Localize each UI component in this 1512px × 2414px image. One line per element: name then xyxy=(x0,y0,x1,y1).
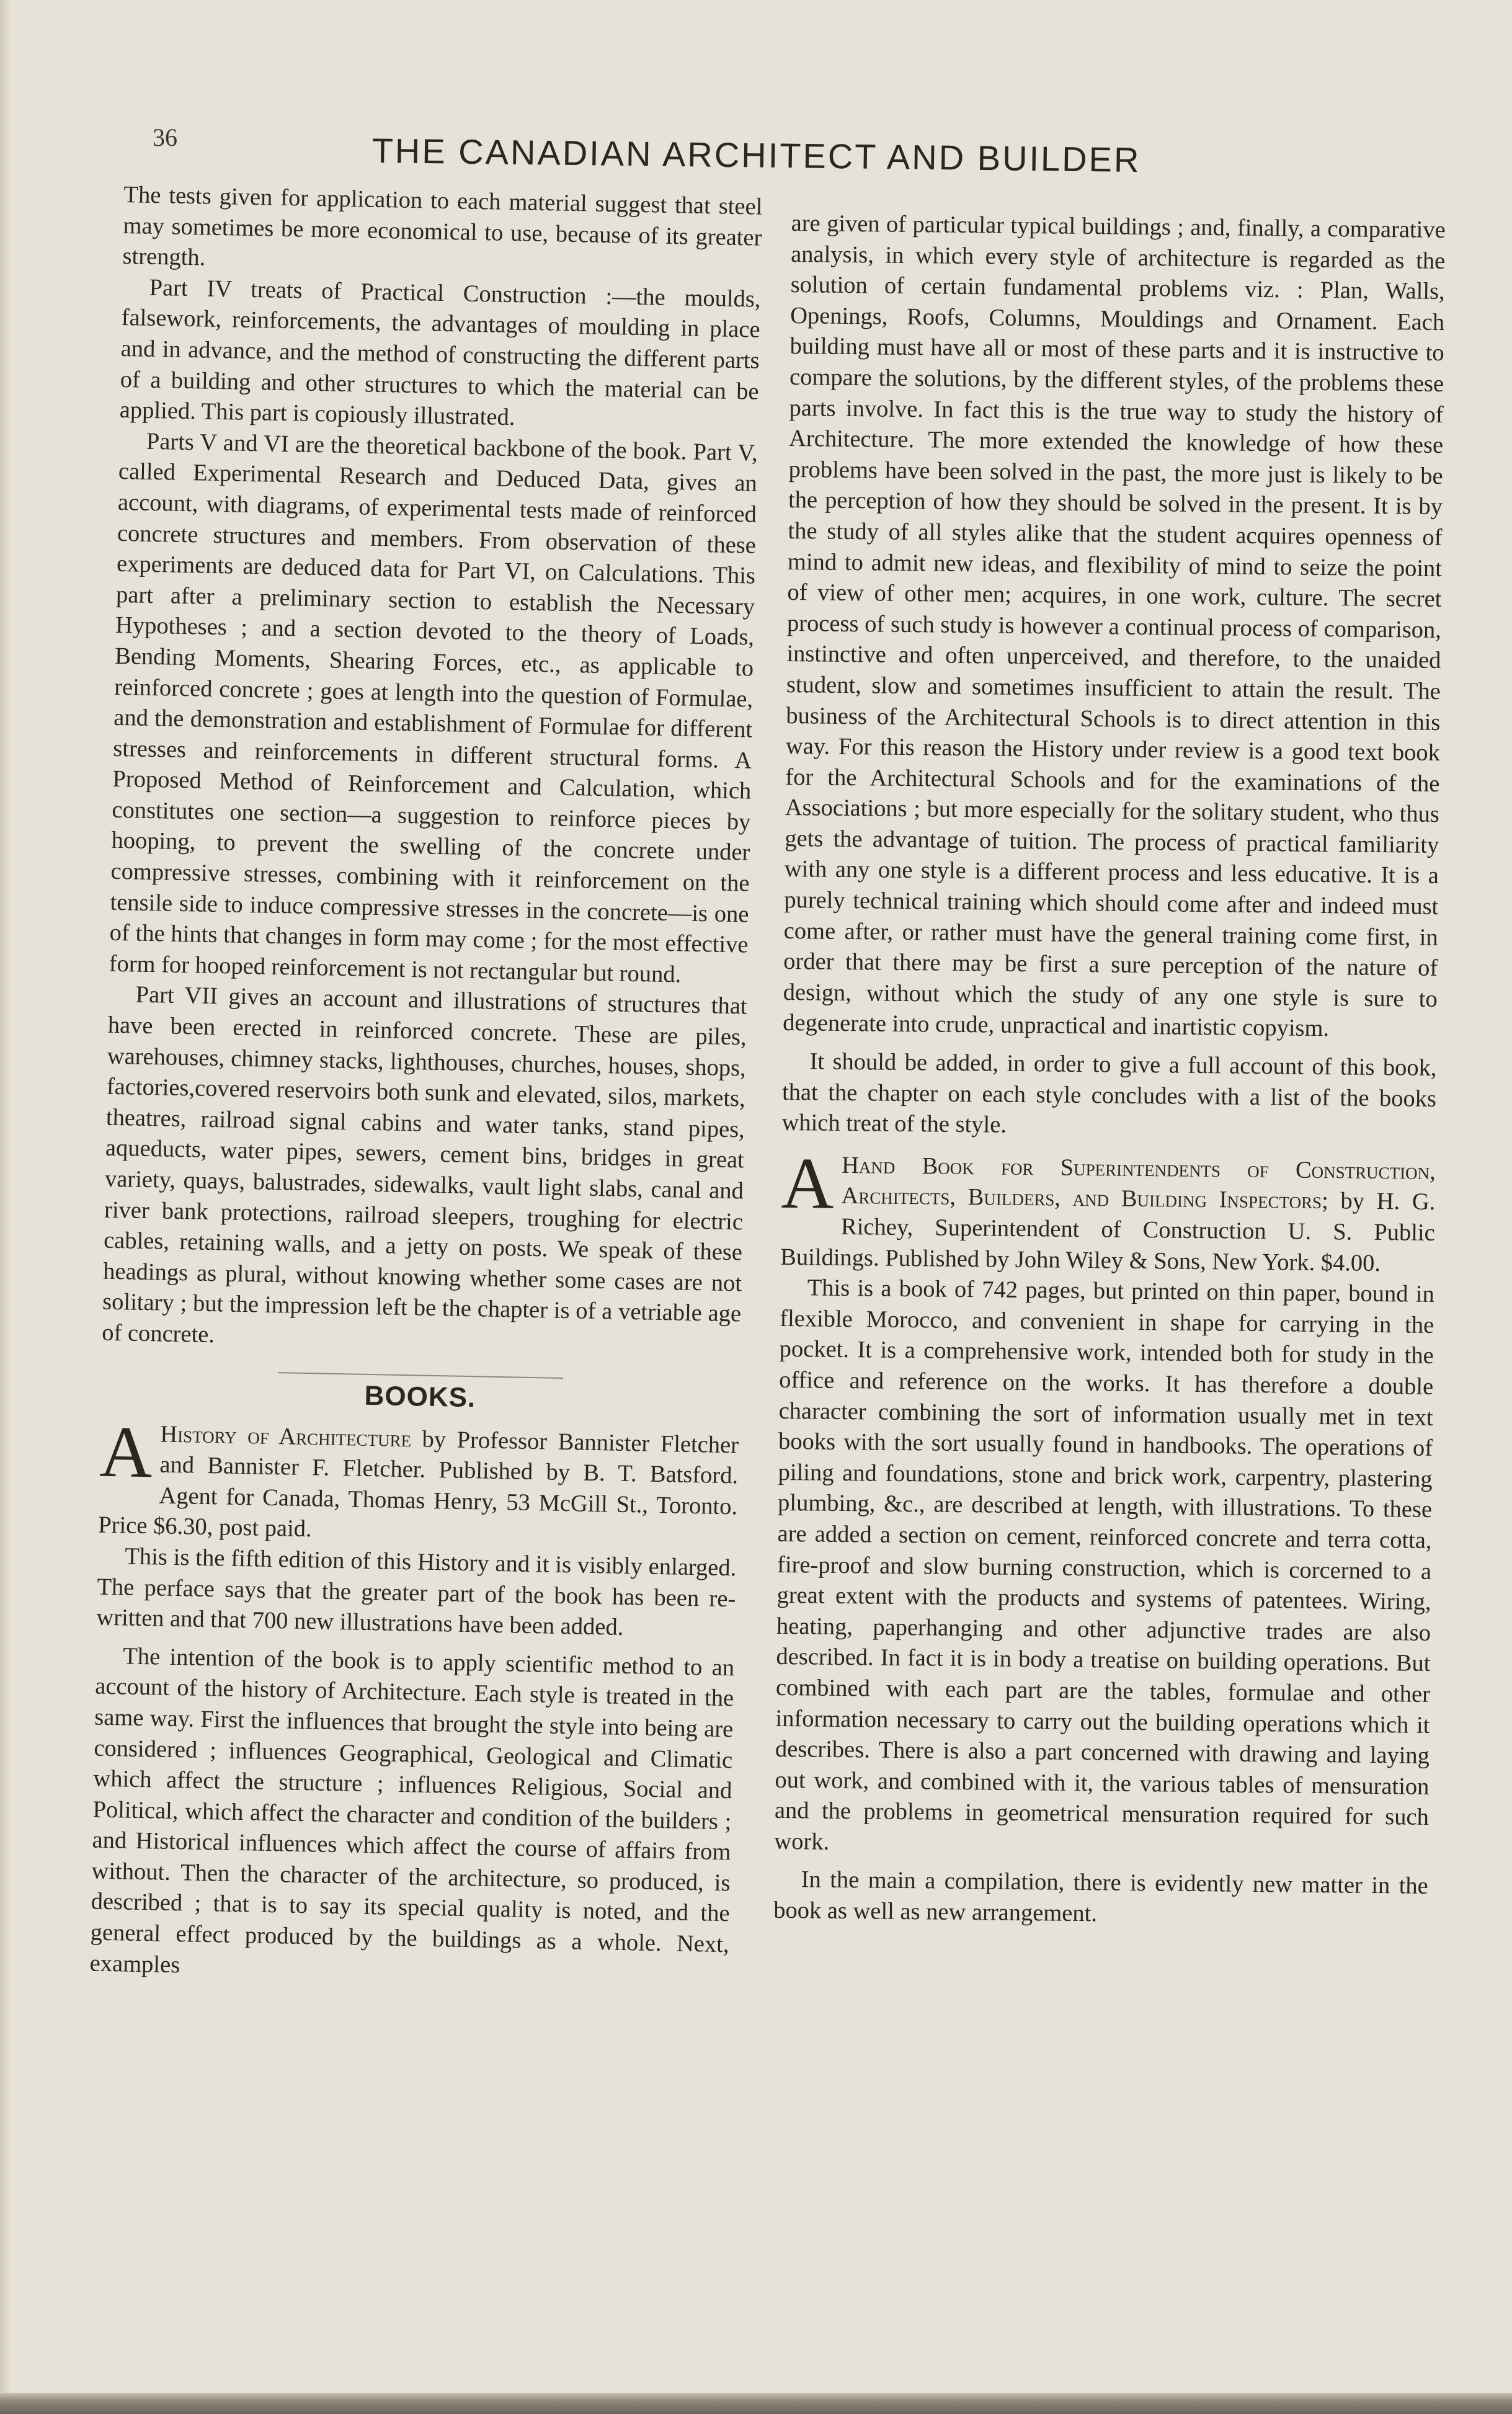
left-paragraph-4: Part VII gives an account and illustrations of structures that have been erected in reinforced concrete. These are piles, warehouses, chimney stacks, lighthouses, churches, houses, shops, factories,covered reservoirs both sunk and elevated, silos, markets, theatres, railroad signal cabins and water tanks, stand pipes, aqueducts, water pipes, sewers, cement bins, bridges in great variety, quays, balustrades, sidewalks, vault light slabs, canal and river bank protections, railroad sleepers, troughing for electric cables, retaining walls, and a jetty on posts. We speak of these headings as plural, without knowing whether some cases are not solitary ; but the impression left be the chapter is of a vetriable age of concrete. xyxy=(101,982,747,1348)
review-2-dropcap: A xyxy=(780,1142,835,1224)
right-paragraph-2: It should be added, in order to give a full account of this book, that the chapter on each style concludes with a list of the books which treat of the style. xyxy=(781,1048,1437,1138)
left-paragraph-1: The tests given for application to each material suggest that steel may sometimes be more economical to use, because of its greater strength. xyxy=(122,181,763,271)
review-2-header xyxy=(780,1142,1436,1280)
page-left-edge xyxy=(0,0,11,2414)
page-number: 36 xyxy=(153,123,177,151)
left-column xyxy=(89,180,763,1991)
section-heading-books: BOOKS. xyxy=(364,1380,476,1413)
running-title: THE CANADIAN ARCHITECT AND BUILDER xyxy=(371,131,1141,180)
review-2-paragraph-1: This is a book of 742 pages, but printed on thin paper, bound in flexible Morocco, and convenient in shape for carrying in the pocket. It is a comprehensive work, intended both for study in the office and reference on the works. It has therefore a double character combining the sort of information usually met in text books with the sort usually found in handbooks. The operations of piling and foundations, stone and brick work, carpentry, plastering plumbing, &c., are described at length, with illustrations. To these are added a section on cement, reinforced concrete and terra cotta, fire-proof and slow burning construction, which is corcerned to a great extent with the products and systems of patentees. Wiring, heating, paperhanging and other adjunctive trades are also described. In fact it is in body a treatise on building operations. But combined with each part are the tables, formulae and other information necessary to carry out the building operations which it describes. There is also a part concerned with drawing and laying out work, and combined with it, the various tables of mensuration and the problems in geometrical mensuration required for such work. xyxy=(774,1275,1434,1855)
right-column xyxy=(773,208,1446,1933)
right-paragraph-1: are given of particular typical buildings ; and, finally, a comparative analysis, in which every style of architecture is regarded as the solution of certain fundamental problems viz. : Plan, Walls, Openings, Roofs, Columns, Mouldings and Ornament. Each building must have all or most of these parts and it is instructive to compare the solutions, by the different styles, of the problems these parts involve. In fact this is the true way to study the history of Architecture. The more extended the knowledge of how these problems have been solved in the past, the more just is likely to be the perception of how they should be solved in the present. It is by the study of all styles alike that the student acquires openness of mind to admit new ideas, and flexibility of mind to seize the point of view of other men; acquires, in one work, culture. The secret process of such study is however a continual process of comparison, instinctive and often unperceived, and therefore, to the unaided student, slow and sometimes insufficient to attain the result. The business of the Architectural Schools is to direct attention in this way. For this reason the History under review is a good text book for the Architectural Schools and for the examinations of the Associations ; but more especially for the solitary student, who thus gets the advantage of tuition. The process of practical familiarity with any one style is a different process and less educative. It is a purely technical training which should come after and indeed must come after, or rather must have the general training come first, in order that there may be first a sure perception of the nature of design, without which the study of any one style is sure to degenerate into crude, unpractical and inartistic copyism. xyxy=(783,210,1446,1042)
review-1-paragraph-2: The intention of the book is to apply scientific method to an account of the history of Architecture. Each style is treated in the same way. First the influences that brought the style into being are considered ; influences Geographical, Geological and Climatic which affect the structure ; influences Religious, Social and Political, which affect the character and condition of the builders ; and Historical influences which affect the course of affairs from without. Then the character of the architecture, so produced, is described ; that is to say its special quality is noted, and the general effect produced by the buildings as a whole. Next, examples xyxy=(89,1643,735,1978)
review-2-paragraph-2: In the main a compilation, there is evidently new matter in the book as well as new arrangement. xyxy=(773,1866,1428,1927)
review-1-citation: by Professor Bannister Fletcher and Bannister F. Fletcher. Published by B. T. Batsford. Agent for Canada, Thomas Henry, 53 McGill St., Toronto. Price $6.30, post paid. xyxy=(97,1425,739,1543)
review-2-title: Hand Book for Superintendents of Construction, Architects, Builders, and Building Inspectors xyxy=(841,1152,1436,1214)
review-1-header xyxy=(97,1410,739,1553)
review-2-citation: ; by H. G. Richey, Superintendent of Construction U. S. Public Buildings. Published by John Wiley & Sons, New York. $4.00. xyxy=(780,1188,1436,1276)
page-bottom-edge xyxy=(0,2393,1512,2414)
review-1-dropcap: A xyxy=(99,1410,154,1493)
left-paragraph-2: Part IV treats of Practical Construction :—the moulds, falsework, reinforcements, the advantages of moulding in place and in advance, and the method of constructing the different parts of a building and other structures to which the material can be applied. This part is copiously illustrated. xyxy=(119,274,761,431)
left-paragraph-3: Parts V and VI are the theoretical backbone of the book. Part V, called Experimental Research and Deduced Data, gives an account, with diagrams, of experimental tests made of reinforced concrete structures and members. From observation of these experiments are deduced data for Part VI, on Calculations. This part after a preliminary section to establish the Necessary Hypotheses ; and a section devoted to the theory of Loads, Bending Moments, Shearing Forces, etc., as applicable to reinforced concrete ; goes at length into the question of Formulae, and the demonstration and establishment of Formulae for different stresses and reinforcements in different structural forms. A Proposed Method of Reinforcement and Calculation, which constitutes one section—a suggestion to reinforce pieces by hooping, to prevent the swelling of the concrete under compressive stresses, combining with it reinforcement on the tensile side to induce compressive stresses in the concrete—is one of the hints that changes in form may come ; for the most effective form for hooped reinforcement is not rectangular but round. xyxy=(109,428,758,988)
section-divider xyxy=(278,1372,563,1379)
review-1-paragraph-1: This is the fifth edition of this History and it is visibly enlarged. The perface says that the greater part of the book has been re-written and that 700 new illustrations have been added. xyxy=(96,1543,737,1641)
review-1-title: History of Architecture xyxy=(160,1421,412,1452)
